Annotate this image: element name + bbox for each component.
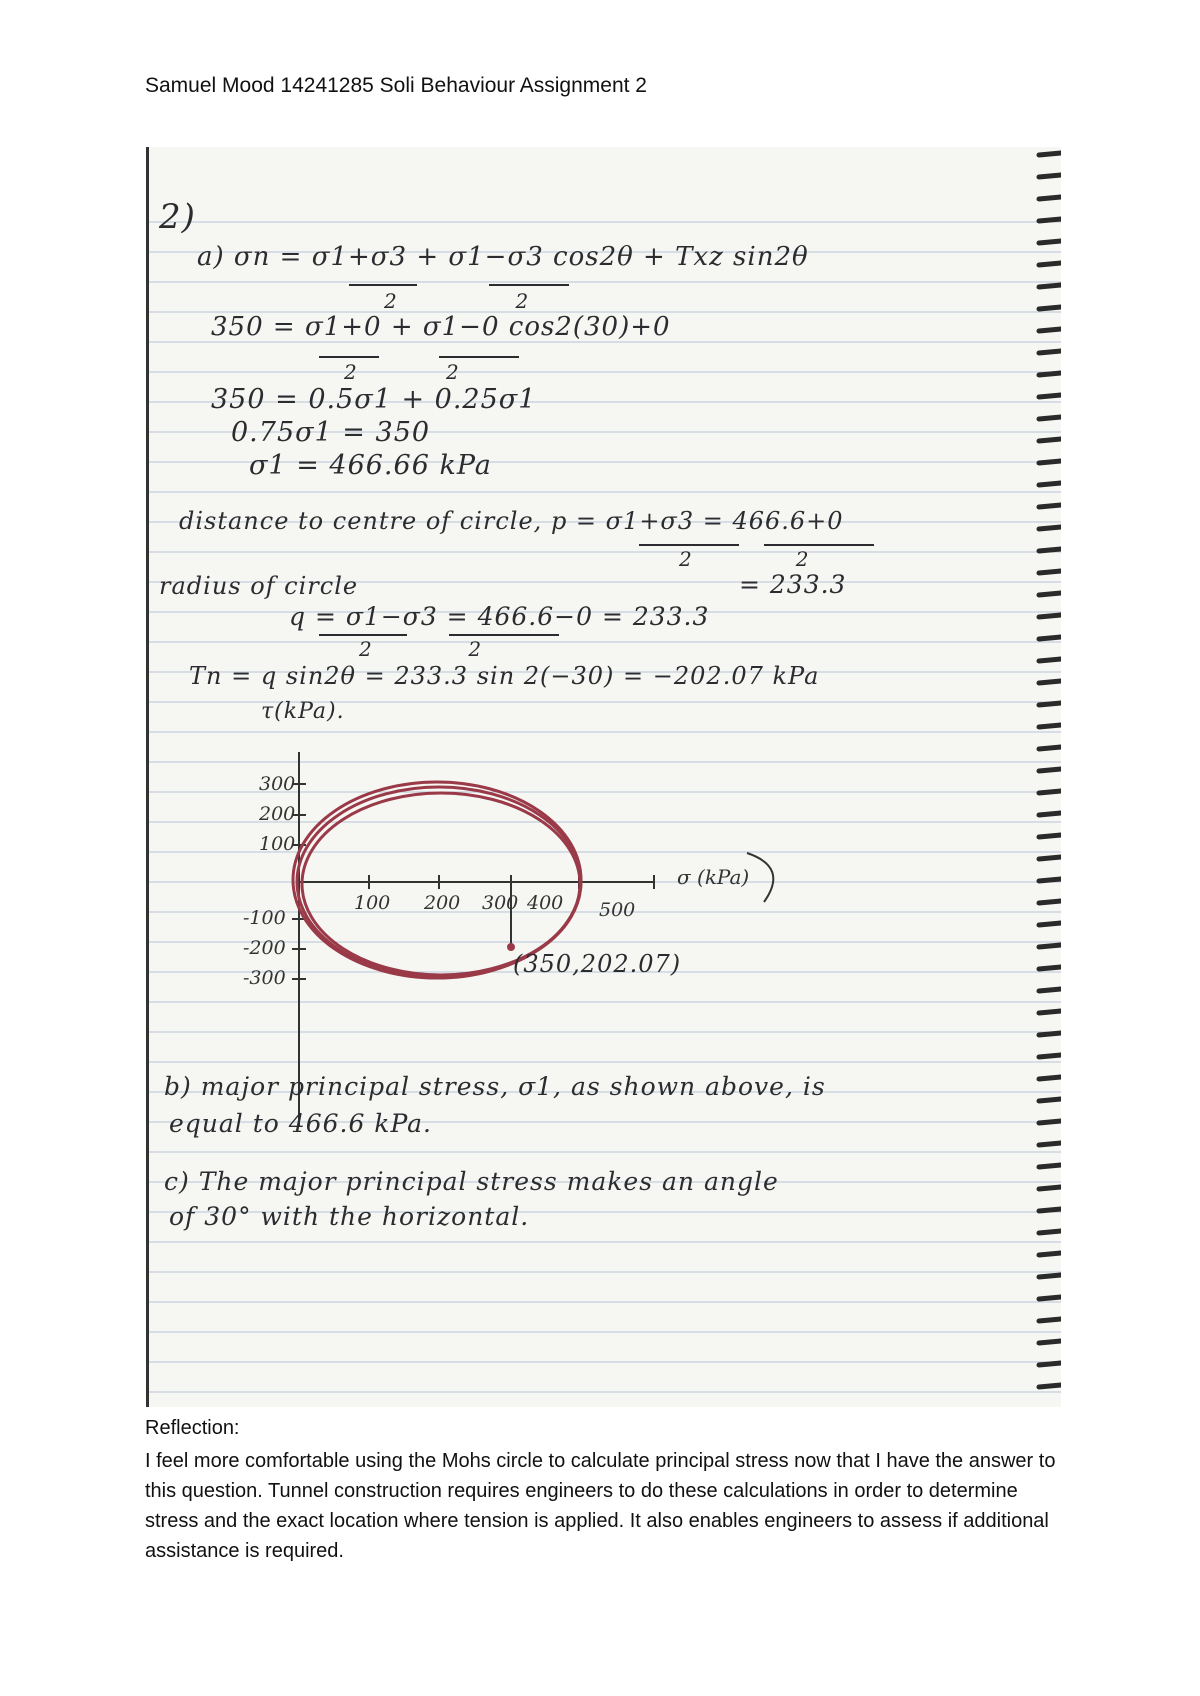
reflection-heading: Reflection: xyxy=(145,1417,240,1439)
reflection-paragraph: I feel more comfortable using the Mohs circle to calculate principal stress now that I have the answer to this question. Tunnel construction requires engineers to do these calculations in order to determine stress and the exact location where tension is applied. It also enables engineers to assess if additional assistance is required. xyxy=(145,1450,1056,1562)
radius-label: radius of circle xyxy=(159,572,359,600)
tn-equation-line: Tn = q sin2θ = 233.3 sin 2(−30) = −202.07 kPa xyxy=(189,662,820,690)
equation-line-4: 0.75σ1 = 350 xyxy=(231,417,431,448)
part-c-line-2: of 30° with the horizontal. xyxy=(169,1202,530,1231)
y-tick-300: 300 xyxy=(259,773,296,795)
axis-bracket xyxy=(747,853,773,902)
part-b-line-2: equal to 466.6 kPa. xyxy=(169,1109,433,1138)
y-tick-minus-300: -300 xyxy=(243,967,286,989)
mohr-circle xyxy=(293,782,581,978)
equation-line-2: 350 = σ1+0 + σ1−0 cos2(30)+0 xyxy=(211,312,671,342)
x-tick-200: 200 xyxy=(424,892,461,914)
tau-axis-label: τ(kPa). xyxy=(261,699,345,724)
spiral-binding xyxy=(1039,153,1061,1387)
equation-line-1: a) σn = σ1+σ3 + σ1−σ3 cos2θ + Txz sin2θ xyxy=(197,242,809,272)
x-tick-100: 100 xyxy=(354,892,391,914)
equation-line-3: 350 = 0.5σ1 + 0.25σ1 xyxy=(211,384,537,415)
stress-point-label: (350,202.07) xyxy=(513,950,682,978)
centre-distance-line: distance to centre of circle, p = σ1+σ3 = 466.6+0 xyxy=(179,507,844,535)
equation-line-2-denominator: 2 2 xyxy=(344,360,460,384)
centre-distance-denominator: 2 2 xyxy=(679,547,810,571)
equation-line-5: σ1 = 466.66 kPa xyxy=(249,450,492,481)
y-tick-100: 100 xyxy=(259,833,296,855)
equation-line-1-denominator: 2 2 xyxy=(384,289,530,313)
y-tick-200: 200 xyxy=(259,803,296,825)
radius-value: = 233.3 xyxy=(739,570,847,599)
x-tick-400: 400 xyxy=(527,892,564,914)
mohr-circle-axes xyxy=(292,752,654,1127)
y-tick-minus-200: -200 xyxy=(243,937,286,959)
q-equation-line: q = σ1−σ3 = 466.6−0 = 233.3 xyxy=(289,602,710,631)
q-equation-denominator: 2 2 xyxy=(359,637,483,661)
part-c-line-1: c) The major principal stress makes an angle xyxy=(164,1167,779,1196)
sigma-axis-label: σ (kPa) xyxy=(677,865,750,889)
document-header: Samuel Mood 14241285 Soli Behaviour Assignment 2 xyxy=(145,74,647,97)
part-b-line-1: b) major principal stress, σ1, as shown above, is xyxy=(164,1072,826,1101)
x-tick-300: 300 xyxy=(482,892,519,914)
question-number: 2) xyxy=(159,197,196,237)
x-tick-500: 500 xyxy=(599,899,636,921)
handwritten-page-photo xyxy=(146,147,1061,1407)
y-tick-minus-100: -100 xyxy=(243,907,286,929)
